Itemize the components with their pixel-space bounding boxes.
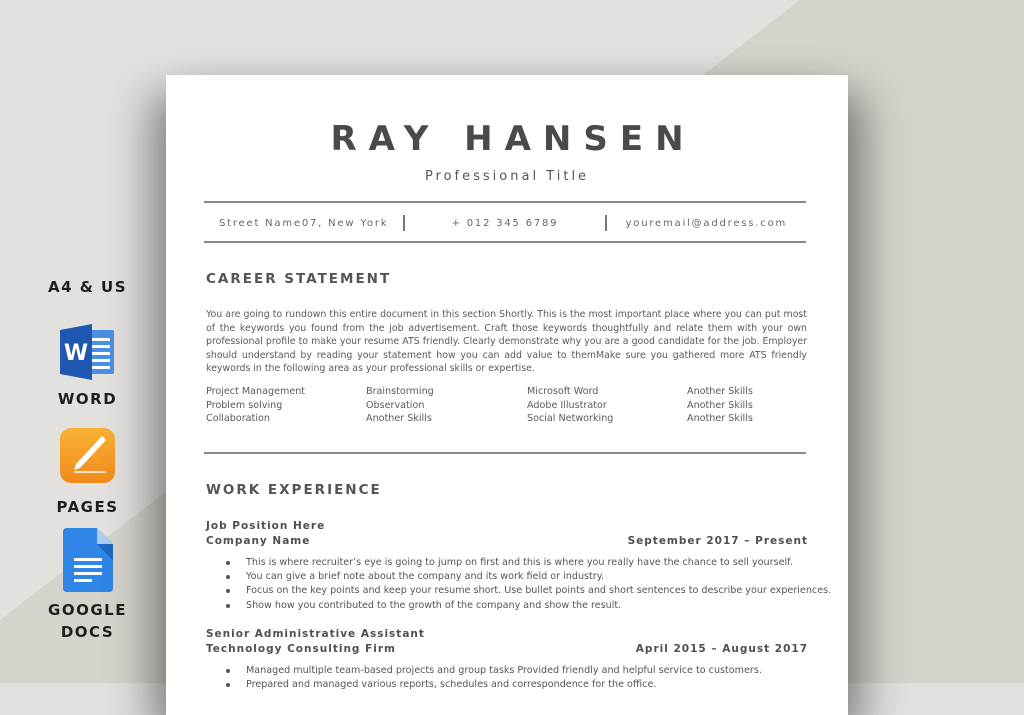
skill-item: Problem solving [206, 399, 283, 411]
job-position: Job Position Here [206, 520, 326, 532]
job-bullets [246, 556, 832, 613]
skill-item: Observation [366, 399, 425, 411]
skill-item: Brainstorming [366, 386, 434, 397]
job-company: Technology Consulting Firm [206, 643, 396, 655]
job-bullets [246, 664, 816, 692]
google-docs-icon [63, 528, 113, 592]
skill-item: Social Networking [527, 413, 614, 425]
google-docs-label-line2: DOCS [60, 623, 115, 641]
contact-bottom-divider [204, 241, 806, 243]
word-label: WORD [57, 390, 118, 408]
career-statement-heading: CAREER STATEMENT [206, 271, 392, 287]
skill-item: Collaboration [206, 413, 270, 425]
skill-item: Another Skills [687, 413, 753, 425]
job-company: Company Name [206, 535, 311, 547]
contact-phone: + 012 345 6789 [451, 217, 559, 229]
skill-item: Another Skills [687, 399, 753, 411]
job-bullet: This is where recruiter’s eye is going to jump on first and this is where you really have the chance to sell yourself. [246, 556, 816, 570]
skills-column [687, 385, 807, 426]
apple-pages-icon [60, 428, 115, 483]
job-bullet: Show how you contributed to the growth of the company and show the result. [246, 599, 816, 613]
skills-column [206, 385, 366, 426]
work-experience-heading: WORK EXPERIENCE [206, 482, 382, 498]
skill-item: Microsoft Word [527, 386, 599, 397]
resume-page [166, 75, 848, 715]
contact-email: youremail@address.com [625, 217, 788, 229]
job-bullet: You can give a brief note about the company and its work field or industry. [246, 570, 816, 584]
skill-item: Adobe Illustrator [527, 399, 607, 411]
career-statement-text: You are going to rundown this entire document in this section Shortly. This is the most important place where you can put most of the keywords you found from the job advertisement. Craft those keywords thoughtfully and relate them with your own professional profile to make your resume ATS friendly. Clearly demonstrate why you are a good candidate for the job. Employer should understand by reading your statement how you can add value to themMake sure you gathered more ATS friendly keywords in the following area as your professional skills or expertise. [206, 309, 807, 375]
skill-item: Another Skills [366, 413, 432, 425]
section-divider [204, 452, 806, 454]
skill-item: Another Skills [687, 386, 753, 397]
svg-text:W: W [63, 341, 89, 366]
job-dates: April 2015 – August 2017 [635, 643, 808, 655]
job-position: Senior Administrative Assistant [206, 628, 425, 640]
skill-item: Project Management [206, 386, 306, 397]
professional-title: Professional Title [424, 169, 590, 184]
google-docs-label-line1: GOOGLE [48, 601, 127, 619]
contact-address: Street Name07, New York [218, 217, 389, 229]
contact-bar [204, 203, 806, 243]
job-bullet: Managed multiple team-based projects and group tasks Provided friendly and helpful service to customers. [246, 664, 816, 678]
skills-grid [206, 385, 807, 426]
job-bullet: Prepared and managed various reports, schedules and correspondence for the office. [246, 678, 816, 692]
pages-label: PAGES [56, 498, 119, 516]
format-label: A4 & US [47, 278, 128, 296]
microsoft-word-icon [58, 322, 118, 382]
resume-name: RAY HANSEN [330, 119, 696, 159]
skills-column [366, 385, 527, 426]
job-dates: September 2017 – Present [627, 535, 808, 547]
job-bullet: Focus on the key points and keep your resume short. Use bullet points and short sentences to describe your experiences. [246, 584, 816, 598]
skills-column [527, 385, 687, 426]
